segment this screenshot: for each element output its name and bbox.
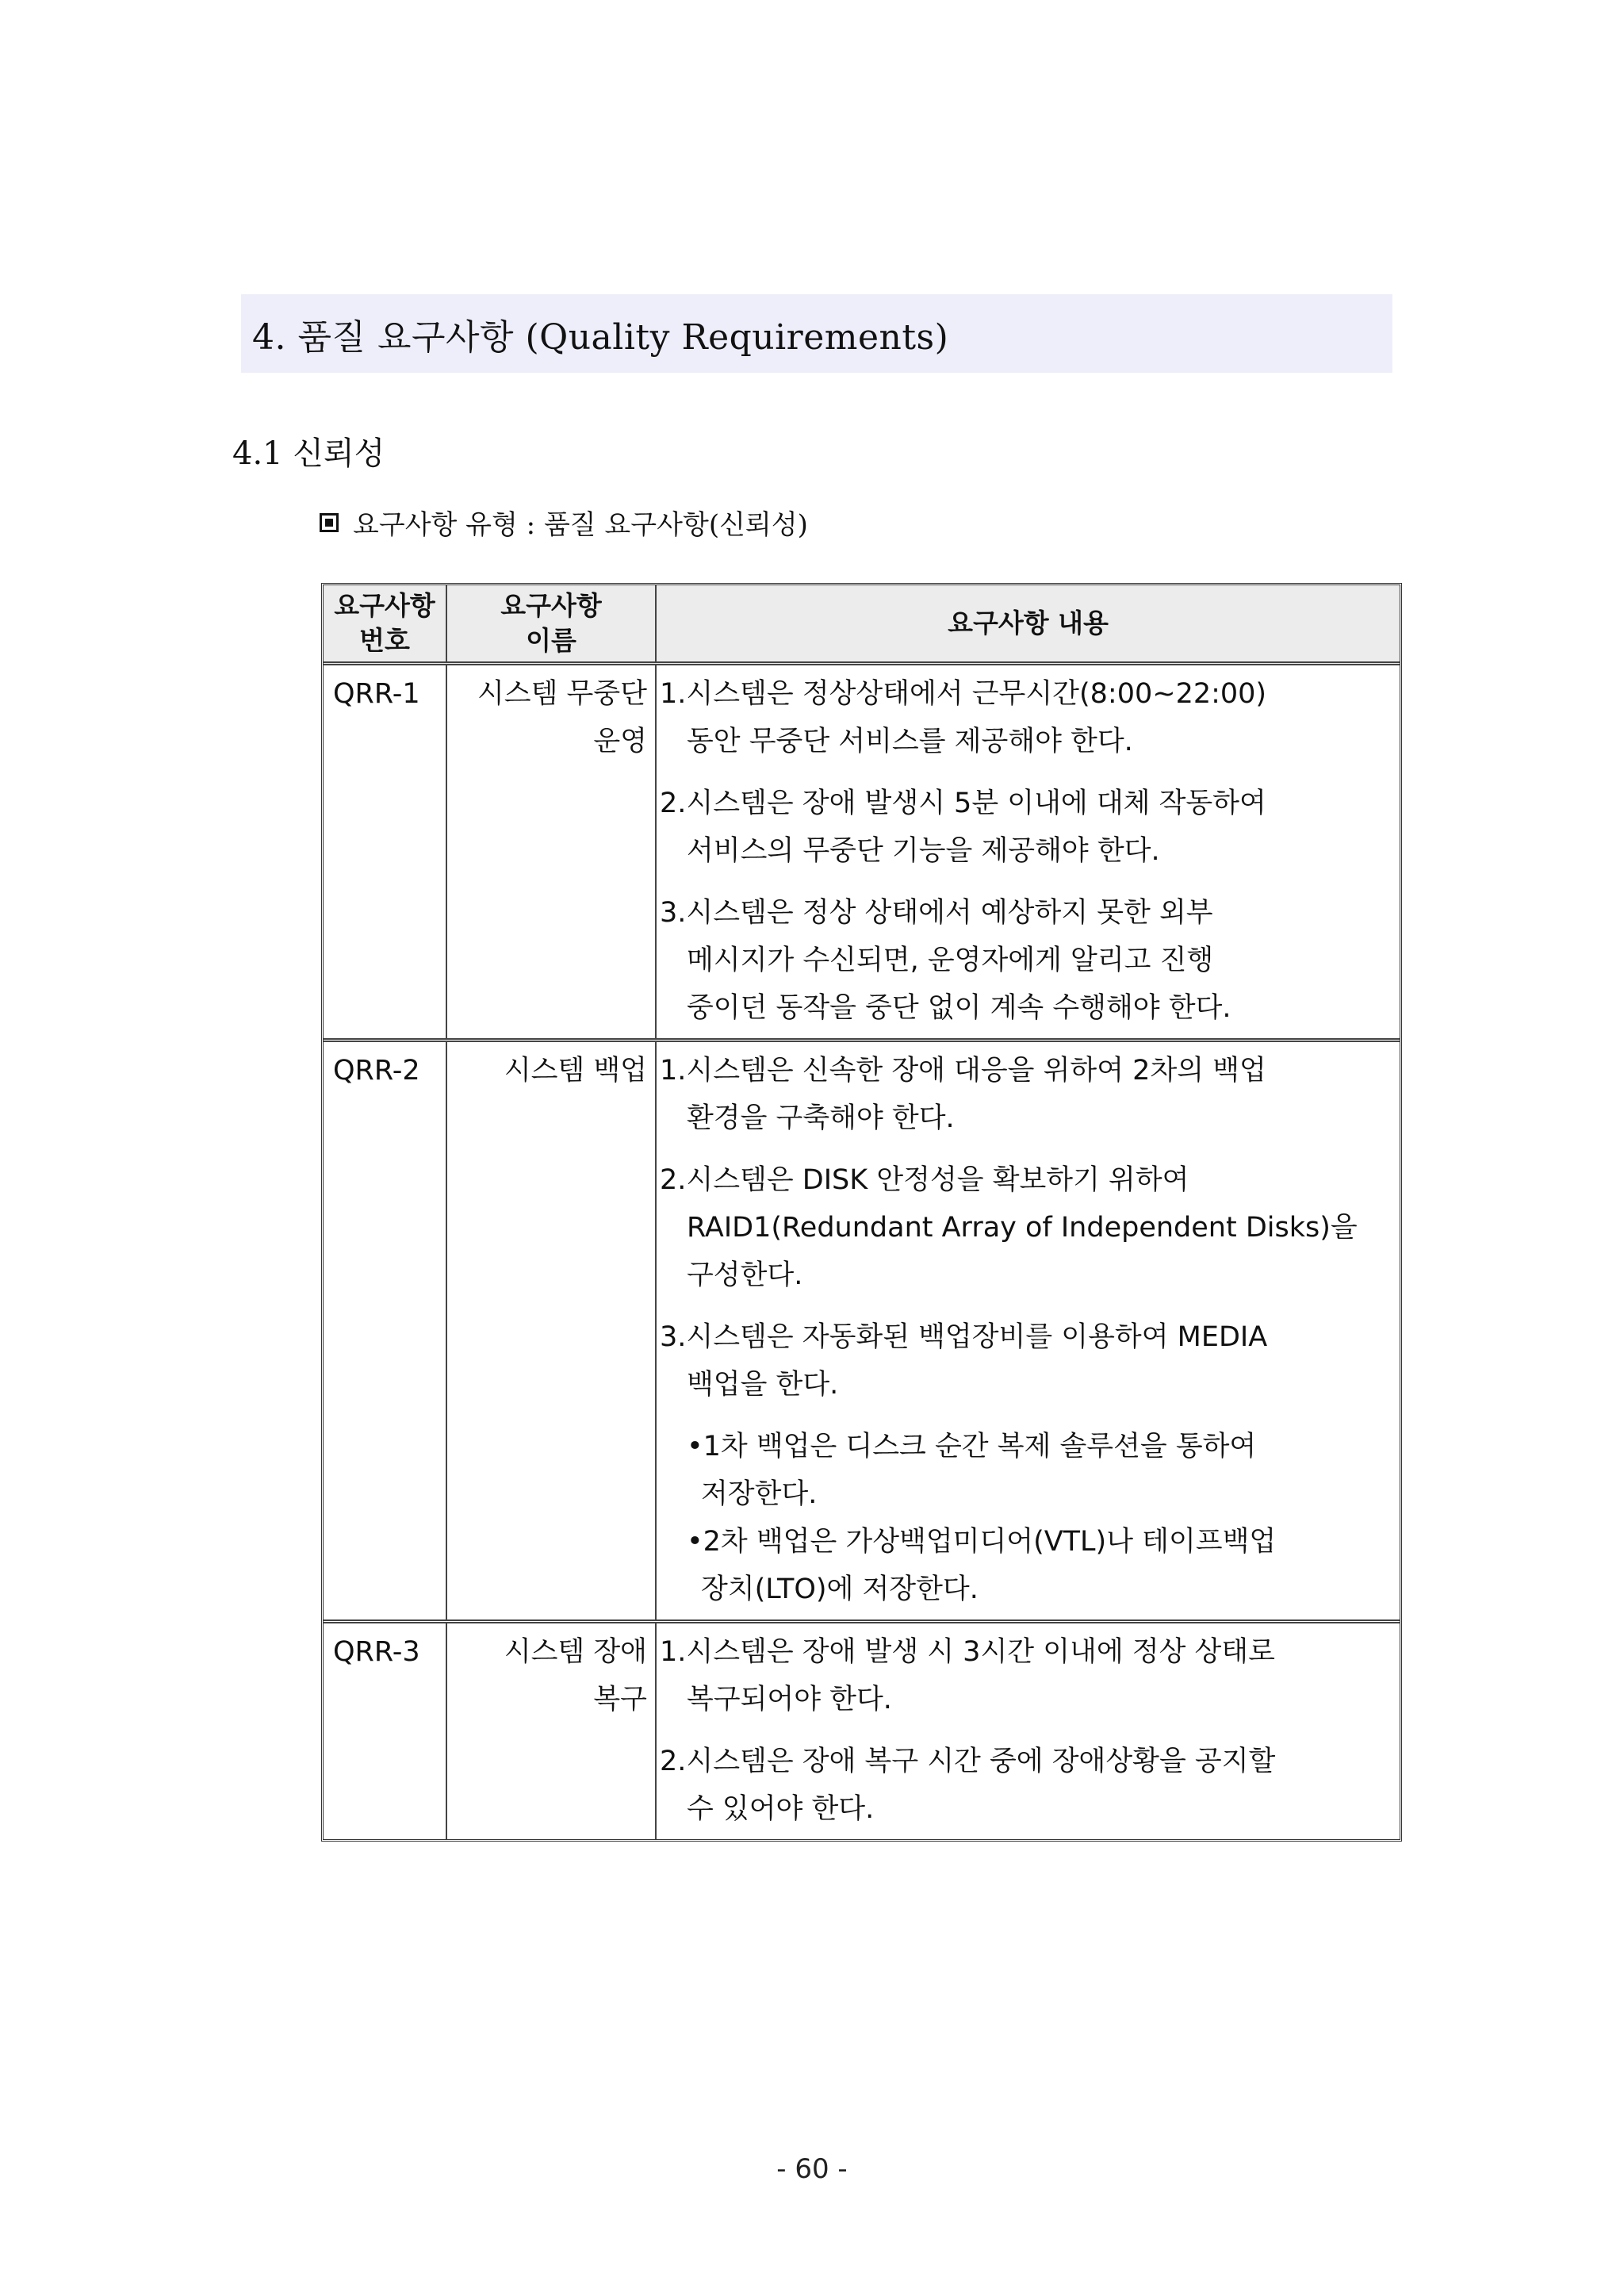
header-req-name-line1: 요구사항 [500, 590, 602, 621]
chapter-header [241, 294, 1392, 373]
table-row [324, 664, 1400, 1041]
req-name-cell [446, 1041, 656, 1622]
req-sub-item [660, 1518, 1396, 1613]
req-name-line1: 시스템 무중단 [477, 678, 647, 710]
req-item [660, 780, 1396, 875]
table-row [324, 1622, 1400, 1840]
table-header-row [324, 585, 1400, 664]
req-item-cont: 구성한다. [687, 1259, 803, 1291]
req-name-line2: 운영 [593, 726, 647, 757]
req-name-line1: 시스템 백업 [504, 1055, 647, 1087]
req-sub-item [660, 1423, 1396, 1518]
req-id-cell: QRR-1 [324, 664, 446, 1041]
req-item-lead: 1.시스템은 신속한 장애 대응을 위하여 2차의 백업 [660, 1055, 1266, 1087]
square-bullet-icon [320, 513, 339, 532]
req-item-cont: 백업을 한다. [687, 1369, 839, 1401]
req-sub-item-lead: •1차 백업은 디스크 순간 복제 솔루션을 통하여 [687, 1431, 1257, 1462]
req-item [660, 1313, 1396, 1409]
req-item-lead: 3.시스템은 정상 상태에서 예상하지 못한 외부 [660, 897, 1213, 929]
req-id-cell: QRR-3 [324, 1622, 446, 1840]
req-item-cont: 메시지가 수신되면, 운영자에게 알리고 진행 [687, 945, 1214, 976]
header-req-id [324, 585, 446, 664]
req-item-lead: 2.시스템은 장애 복구 시간 중에 장애상황을 공지할 [660, 1746, 1276, 1777]
requirement-type [320, 503, 808, 542]
req-item-lead: 2.시스템은 장애 발생시 5분 이내에 대체 작동하여 [660, 788, 1266, 819]
req-item [660, 670, 1396, 765]
chapter-title: 4. 품질 요구사항 (Quality Requirements) [252, 316, 949, 358]
req-sub-item-cont: 장치(LTO)에 저장한다. [701, 1573, 979, 1605]
req-name-cell [446, 1622, 656, 1840]
req-name-line1: 시스템 장애 [504, 1636, 647, 1668]
section-title: 4.1 신뢰성 [232, 435, 385, 472]
header-req-id-line2: 번호 [359, 625, 410, 656]
req-name-cell [446, 664, 656, 1041]
header-req-name-line2: 이름 [526, 625, 576, 656]
req-item-cont: 복구되어야 한다. [687, 1684, 892, 1715]
page-number: - 60 - [776, 2153, 848, 2185]
req-item-lead: 3.시스템은 자동화된 백업장비를 이용하여 MEDIA [660, 1321, 1268, 1353]
header-req-content: 요구사항 내용 [656, 585, 1400, 664]
req-content-cell [656, 1622, 1400, 1840]
req-content-cell [656, 664, 1400, 1041]
req-item-cont: 서비스의 무중단 기능을 제공해야 한다. [687, 835, 1160, 867]
header-req-name [446, 585, 656, 664]
requirements-table-grid [324, 585, 1400, 1839]
req-item-cont: 동안 무중단 서비스를 제공해야 한다. [687, 726, 1133, 757]
req-item-cont: 환경을 구축해야 한다. [687, 1102, 955, 1134]
requirements-table [321, 583, 1402, 1842]
req-item [660, 1156, 1396, 1299]
req-item [660, 1628, 1396, 1723]
req-content-cell [656, 1041, 1400, 1622]
req-sub-item-cont: 저장한다. [701, 1478, 818, 1510]
req-name-line2: 복구 [593, 1684, 647, 1715]
req-item [660, 1738, 1396, 1833]
req-item-cont: 수 있어야 한다. [687, 1793, 875, 1825]
req-item [660, 889, 1396, 1032]
req-item-lead: 1.시스템은 장애 발생 시 3시간 이내에 정상 상태로 [660, 1636, 1275, 1668]
req-sub-item-lead: •2차 백업은 가상백업미디어(VTL)나 테이프백업 [687, 1526, 1277, 1558]
header-req-id-line1: 요구사항 [334, 590, 435, 621]
requirement-type-label: 요구사항 유형 : 품질 요구사항(신뢰성) [353, 509, 808, 541]
req-item [660, 1047, 1396, 1142]
req-item-lead: 2.시스템은 DISK 안정성을 확보하기 위하여 [660, 1164, 1189, 1196]
req-item-lead: 1.시스템은 정상상태에서 근무시간(8:00~22:00) [660, 678, 1267, 710]
req-item-cont: RAID1(Redundant Array of Independent Disks)을 [687, 1212, 1358, 1244]
req-item-cont: 중이던 동작을 중단 없이 계속 수행해야 한다. [687, 992, 1231, 1024]
req-id-cell: QRR-2 [324, 1041, 446, 1622]
table-row [324, 1041, 1400, 1622]
